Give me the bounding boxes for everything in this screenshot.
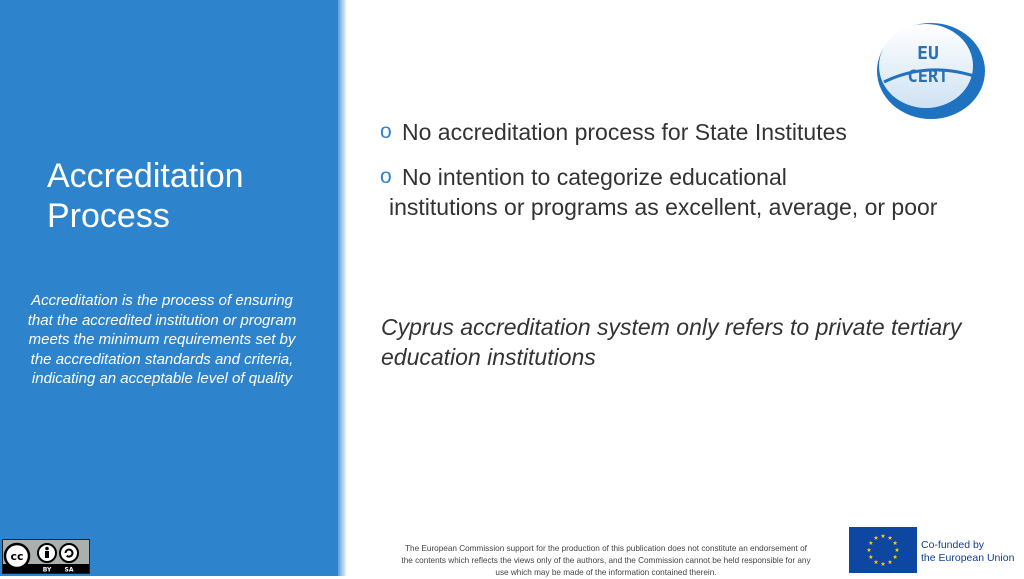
bullet-list: [380, 117, 970, 237]
ec-disclaimer: The European Commission support for the production of this publication does not constitute an endorsement of the contents which reflects the views only of the authors, and the Commission cannot be held responsible for any use which may be made of the information contained therein.: [401, 544, 811, 577]
eu-cofunded-text: [921, 539, 1021, 565]
logo-text-cert: CERT: [907, 67, 949, 87]
logo-text-eu: EU: [917, 43, 939, 64]
cc-icon-label: cc: [10, 550, 24, 563]
slide-title: [47, 156, 327, 236]
eu-flag-icon: [849, 527, 917, 573]
logo-inner-disc: [879, 24, 973, 108]
bullet-text: No intention to categorize educational: [402, 164, 787, 190]
cc-sa-label: SA: [64, 566, 74, 573]
cyprus-statement: Cyprus accreditation system only refers to private tertiary education institutions: [381, 314, 962, 370]
sidebar-panel: [0, 0, 338, 576]
eu-cert-logo: [874, 20, 988, 122]
sidebar-edge: [338, 0, 346, 576]
share-alike-icon: [60, 544, 78, 562]
bullet-marker: o: [380, 120, 392, 143]
bullet-text-continued: institutions or programs as excellent, average, or poor: [389, 194, 938, 220]
cc-by-label: BY: [42, 566, 52, 573]
slide-title-line2: Process: [47, 197, 170, 235]
bullet-text: No accreditation process for State Institutes: [402, 119, 847, 145]
accreditation-definition: Accreditation is the process of ensuring that the accredited institution or program meets the minimum requirements set by the accreditation standards and criteria, indicating an acceptable level of quality: [27, 292, 297, 388]
slide-title-line1: Accreditation: [47, 157, 244, 195]
eu-cofunded-line1: Co-funded by: [921, 539, 985, 551]
eu-cofunded-line2: the European Union: [921, 552, 1015, 564]
cc-license-badge[interactable]: [2, 539, 90, 574]
bullet-marker: o: [380, 165, 392, 188]
bullet-item: [380, 162, 970, 222]
